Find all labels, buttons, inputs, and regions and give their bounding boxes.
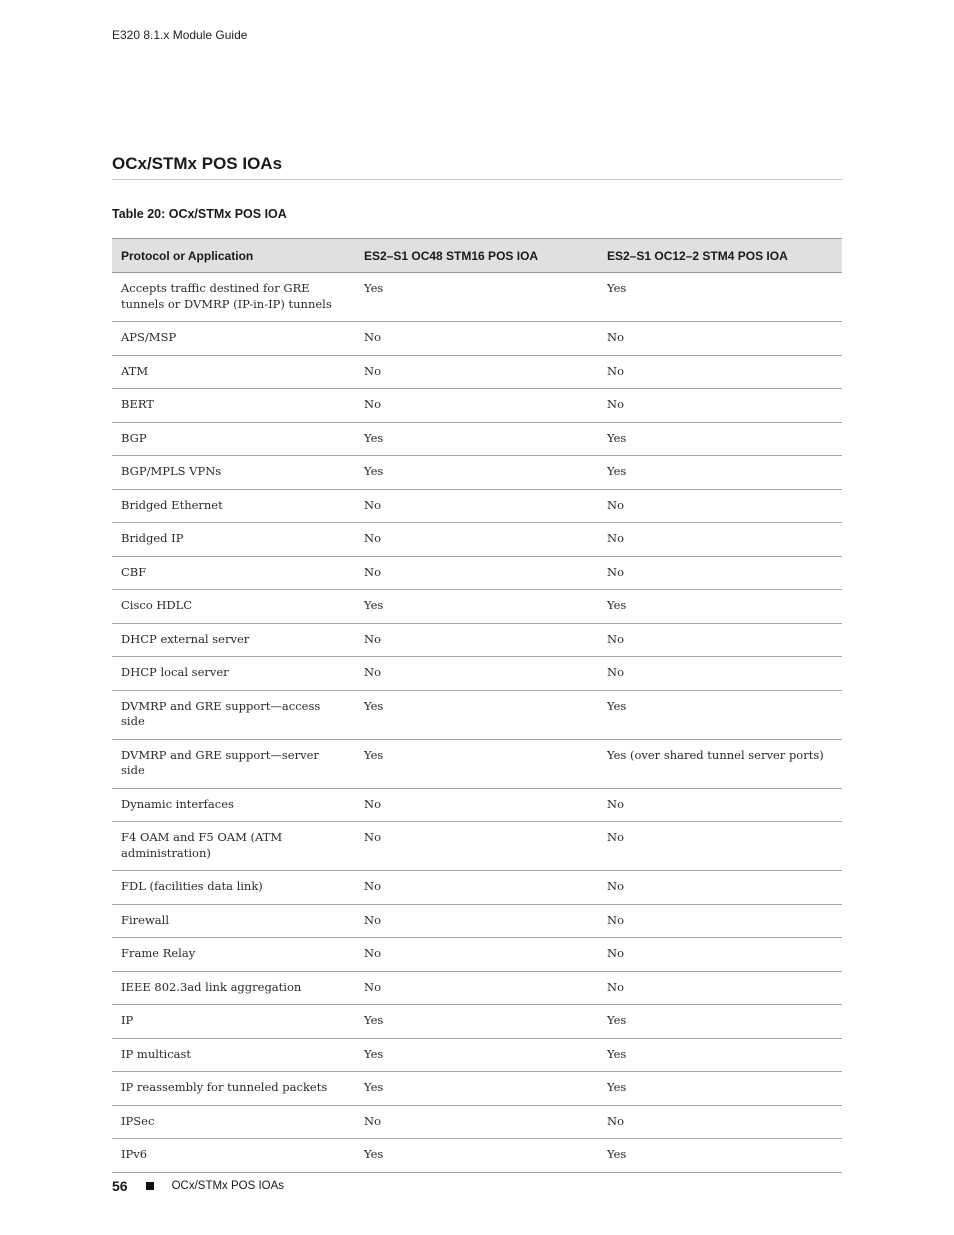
oc48-support-cell: Yes [355, 422, 598, 456]
protocol-cell: IP multicast [112, 1038, 355, 1072]
page-footer [112, 1178, 284, 1194]
table-row [112, 739, 842, 788]
running-header: E320 8.1.x Module Guide [112, 28, 248, 42]
oc12-support-cell: No [598, 871, 842, 905]
table-row [112, 556, 842, 590]
protocol-cell: IP [112, 1005, 355, 1039]
table-row [112, 657, 842, 691]
table-row [112, 355, 842, 389]
oc48-support-cell: Yes [355, 690, 598, 739]
oc48-support-cell: Yes [355, 590, 598, 624]
table-header-row [112, 239, 842, 273]
oc12-support-cell: No [598, 657, 842, 691]
oc12-support-cell: No [598, 822, 842, 871]
oc12-support-cell: Yes (over shared tunnel server ports) [598, 739, 842, 788]
oc12-support-cell: No [598, 623, 842, 657]
table-caption: Table 20: OCx/STMx POS IOA [112, 207, 287, 221]
protocol-cell: Firewall [112, 904, 355, 938]
oc48-support-cell: Yes [355, 1005, 598, 1039]
oc12-support-cell: No [598, 355, 842, 389]
oc12-support-cell: Yes [598, 422, 842, 456]
table-row [112, 822, 842, 871]
protocol-cell: APS/MSP [112, 322, 355, 356]
oc48-support-cell: No [355, 904, 598, 938]
oc12-support-cell: Yes [598, 273, 842, 322]
oc48-support-cell: No [355, 623, 598, 657]
table-row [112, 1005, 842, 1039]
table-row [112, 938, 842, 972]
protocol-cell: DHCP local server [112, 657, 355, 691]
table-row [112, 904, 842, 938]
protocol-cell: CBF [112, 556, 355, 590]
section-title: OCx/STMx POS IOAs [112, 154, 842, 180]
oc48-support-cell: No [355, 322, 598, 356]
oc48-support-cell: Yes [355, 1038, 598, 1072]
oc48-support-cell: No [355, 489, 598, 523]
oc12-support-cell: Yes [598, 590, 842, 624]
oc12-support-cell: No [598, 938, 842, 972]
oc12-support-cell: No [598, 523, 842, 557]
oc12-support-cell: Yes [598, 456, 842, 490]
table-row [112, 1105, 842, 1139]
oc12-support-cell: Yes [598, 1072, 842, 1106]
table-row [112, 456, 842, 490]
protocol-cell: DVMRP and GRE support—server side [112, 739, 355, 788]
oc12-support-cell: Yes [598, 1005, 842, 1039]
protocol-cell: Accepts traffic destined for GRE tunnels or DVMRP (IP-in-IP) tunnels [112, 273, 355, 322]
protocol-cell: Bridged Ethernet [112, 489, 355, 523]
oc48-support-cell: No [355, 822, 598, 871]
table-row [112, 971, 842, 1005]
table-row [112, 273, 842, 322]
protocol-cell: BGP [112, 422, 355, 456]
protocol-cell: FDL (facilities data link) [112, 871, 355, 905]
oc48-support-cell: No [355, 657, 598, 691]
protocol-cell: IP reassembly for tunneled packets [112, 1072, 355, 1106]
table-row [112, 871, 842, 905]
table-row [112, 623, 842, 657]
protocol-cell: Cisco HDLC [112, 590, 355, 624]
oc12-support-cell: No [598, 788, 842, 822]
table-row [112, 1072, 842, 1106]
oc12-support-cell: Yes [598, 1139, 842, 1173]
protocol-cell: Dynamic interfaces [112, 788, 355, 822]
oc48-support-cell: No [355, 871, 598, 905]
oc48-support-cell: No [355, 938, 598, 972]
protocol-cell: Frame Relay [112, 938, 355, 972]
oc12-support-cell: No [598, 489, 842, 523]
footer-section-title: OCx/STMx POS IOAs [171, 1180, 285, 1192]
table-row [112, 1139, 842, 1173]
ioa-table [112, 238, 842, 1173]
oc48-support-cell: No [355, 389, 598, 423]
oc48-support-cell: Yes [355, 456, 598, 490]
oc12-support-cell: No [598, 1105, 842, 1139]
oc48-support-cell: No [355, 1105, 598, 1139]
protocol-cell: DVMRP and GRE support—access side [112, 690, 355, 739]
protocol-cell: ATM [112, 355, 355, 389]
protocol-cell: Bridged IP [112, 523, 355, 557]
protocol-cell: IEEE 802.3ad link aggregation [112, 971, 355, 1005]
table-row [112, 788, 842, 822]
oc12-support-cell: No [598, 556, 842, 590]
oc12-support-cell: Yes [598, 690, 842, 739]
table-row [112, 489, 842, 523]
page-number: 56 [112, 1178, 128, 1194]
column-header-oc48: ES2–S1 OC48 STM16 POS IOA [355, 239, 598, 273]
protocol-cell: IPSec [112, 1105, 355, 1139]
oc48-support-cell: Yes [355, 739, 598, 788]
table-row [112, 523, 842, 557]
protocol-cell: F4 OAM and F5 OAM (ATM administration) [112, 822, 355, 871]
table-row [112, 322, 842, 356]
table-row [112, 389, 842, 423]
protocol-cell: BERT [112, 389, 355, 423]
oc48-support-cell: No [355, 355, 598, 389]
oc12-support-cell: No [598, 971, 842, 1005]
oc48-support-cell: Yes [355, 1072, 598, 1106]
oc12-support-cell: No [598, 389, 842, 423]
oc48-support-cell: No [355, 971, 598, 1005]
oc12-support-cell: No [598, 322, 842, 356]
oc48-support-cell: No [355, 788, 598, 822]
column-header-oc12: ES2–S1 OC12–2 STM4 POS IOA [598, 239, 842, 273]
table-row [112, 1038, 842, 1072]
table-row [112, 690, 842, 739]
protocol-cell: IPv6 [112, 1139, 355, 1173]
protocol-cell: BGP/MPLS VPNs [112, 456, 355, 490]
column-header-protocol: Protocol or Application [112, 239, 355, 273]
square-bullet-icon [146, 1182, 154, 1190]
oc48-support-cell: Yes [355, 273, 598, 322]
oc12-support-cell: Yes [598, 1038, 842, 1072]
table-row [112, 422, 842, 456]
oc48-support-cell: No [355, 556, 598, 590]
oc48-support-cell: No [355, 523, 598, 557]
oc48-support-cell: Yes [355, 1139, 598, 1173]
oc12-support-cell: No [598, 904, 842, 938]
table-row [112, 590, 842, 624]
protocol-cell: DHCP external server [112, 623, 355, 657]
